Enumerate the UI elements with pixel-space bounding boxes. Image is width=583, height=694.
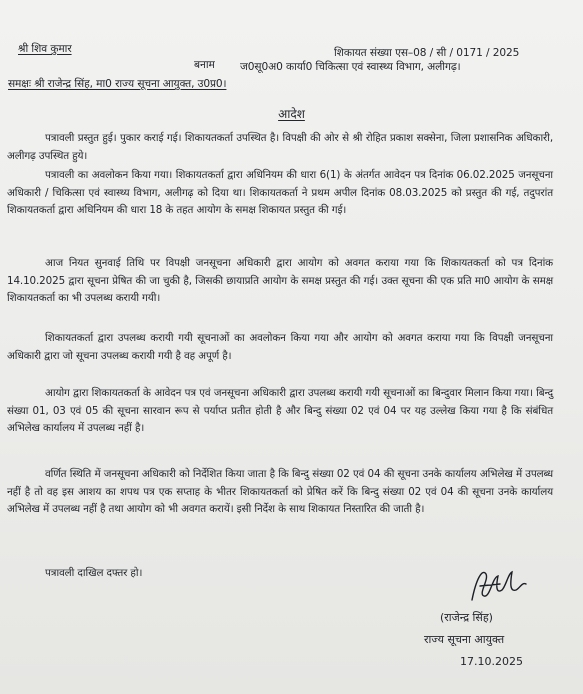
paragraph-1-text: पत्रावली प्रस्तुत हुई। पुकार कराई गई। शिकायतकर्ता उपस्थित है। विपक्षी की ओर से श्री रोहित प्रकाश सक्सेना, जिला प्रशासनिक अधिकारी, अलीगढ़ उपस्थित हुये।: [7, 132, 553, 162]
paragraph-2: [7, 167, 553, 220]
paragraph-5-text: आयोग द्वारा शिकायतकर्ता के आवेदन पत्र एवं जनसूचना अधिकारी द्वारा उपलब्ध करायी गयी सूचनाओं का बिन्दुवार मिलान किया गया। बिन्दु संख्या 01, 03 एवं 05 की सूचना सारवान रूप से पर्याप्त प्रतीत होती है और बिन्दु संख्या 02 एवं 04 पर यह उल्लेख किया गया है कि संबंधित अभिलेख कार्यालय में उपलब्ध नहीं है।: [7, 387, 553, 435]
paragraph-7-text: पत्रावली दाखिल दफ्तर हो।: [45, 567, 143, 579]
versus-label: बनाम: [194, 59, 215, 71]
signatory-designation: राज्य सूचना आयुक्त: [424, 633, 505, 646]
paragraph-4-text: शिकायतकर्ता द्वारा उपलब्ध करायी गयी सूचनाओं का अवलोकन किया गया और आयोग को अवगत कराया गया कि विपक्षी जनसूचना अधिकारी द्वारा जो सूचना उपलब्ध करायी गयी है वह अपूर्ण है।: [7, 332, 553, 362]
paragraph-6-text: वर्णित स्थिति में जनसूचना अधिकारी को निर्देशित किया जाता है कि बिन्दु संख्या 02 एवं 04 की सूचना उनके कार्यालय अभिलेख में उपलब्ध नहीं है तो वह इस आशय का शपथ पत्र एक सप्ताह के भीतर शिकायतकर्ता को प्रेषित करें कि बिन्दु संख्या 02 एवं 04 की सूचना उनके कार्यालय अभिलेख में उपलब्ध नहीं है तथा आयोग को भी अवगत करायें। इसी निर्देश के साथ शिकायत निस्तारित की जाती है।: [7, 468, 553, 516]
signatory-name: (राजेन्द्र सिंह): [440, 611, 493, 624]
order-date: 17.10.2025: [460, 655, 523, 668]
paragraph-3-text: आज नियत सुनवाई तिथि पर विपक्षी जनसूचना अधिकारी द्वारा आयोग को अवगत कराया गया कि शिकायतकर्ता को पत्र दिनांक 14.10.2025 द्वारा सूचना प्रेषित की जा चुकी है, जिसकी छायाप्रति आयोग के समक्ष प्रस्तुत की गई। उक्त सूचना की एक प्रति मा0 आयोग के समक्ष शिकायतकर्ता का भी उपलब्ध करायी गयी।: [7, 257, 553, 305]
order-title: आदेश: [278, 107, 305, 121]
paragraph-5: [7, 385, 553, 438]
paragraph-2-text: पत्रावली का अवलोकन किया गया। शिकायतकर्ता द्वारा अधिनियम की धारा 6(1) के अंतर्गत आवेदन पत्र दिनांक 06.02.2025 जनसूचना अधिकारी / चिकित्सा एवं स्वास्थ्य विभाग, अलीगढ़ को दिया था। शिकायतकर्ता ने प्रथम अपील दिनांक 08.03.2025 को प्रस्तुत की गई, तदुपरांत शिकायतकर्ता द्वारा अधिनियम की धारा 18 के तहत आयोग के समक्ष शिकायत प्रस्तुत की गई।: [7, 169, 553, 217]
respondent: ज0सू0अ0 कार्या0 चिकित्सा एवं स्वास्थ्य विभाग, अलीगढ़।: [240, 61, 461, 73]
paragraph-6: [7, 466, 553, 519]
complainant-name: श्री शिव कुमार: [18, 43, 72, 55]
complaint-number: शिकायत संख्या एस–08 / सी / 0171 / 2025: [334, 47, 520, 59]
bench-line: समक्षः श्री राजेन्द्र सिंह, मा0 राज्य सूचना आयुक्त, उ0प्र0।: [8, 78, 227, 90]
paragraph-1: [7, 130, 553, 165]
paragraph-3: [7, 255, 553, 308]
signature-mark: [466, 560, 546, 610]
paragraph-4: [7, 330, 553, 365]
